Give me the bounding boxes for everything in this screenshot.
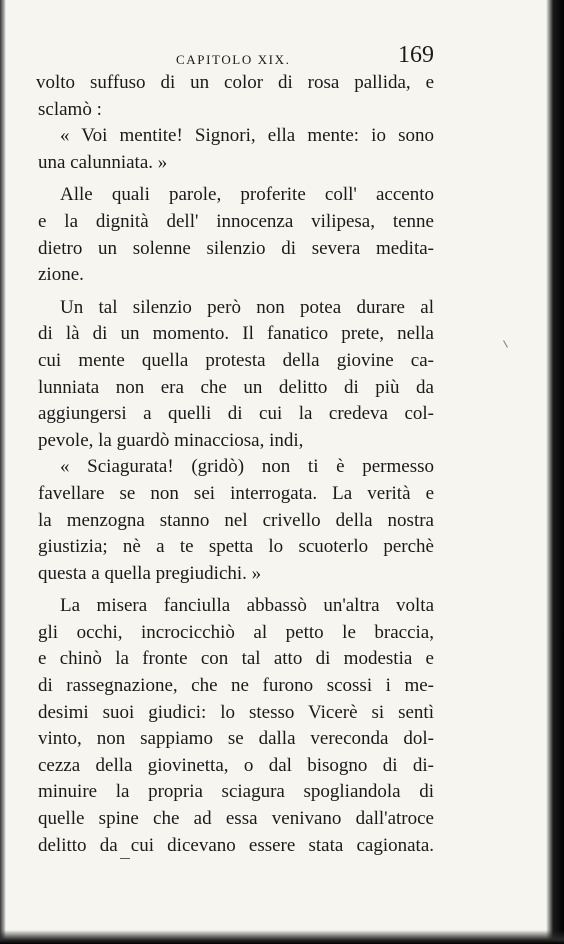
- text-line: aggiungersi a quelli di cui la credeva col-: [38, 403, 434, 425]
- chapter-title: CAPITOLO XIX.: [176, 52, 291, 67]
- text-line: di rassegnazione, che ne furono scossi i me-: [38, 675, 434, 697]
- text-line: una calunniata. »: [38, 151, 168, 173]
- body-text: [38, 70, 434, 859]
- text-line: favellare se non sei interrogata. La verità e: [38, 482, 434, 504]
- margin-mark: [503, 340, 508, 347]
- text-line: « Voi mentite! Signori, ella mente: io sono: [60, 125, 434, 147]
- margin-mark: [120, 858, 130, 859]
- scan-shadow-bottom: [0, 930, 564, 944]
- text-line: « Sciagurata! (gridò) non ti è permesso: [60, 456, 434, 478]
- text-line: lunniata non era che un delitto di più da: [38, 376, 434, 398]
- text-line: Alle quali parole, proferite coll' accento: [60, 184, 434, 206]
- text-line: vinto, non sappiamo se dalla vereconda dol-: [38, 728, 434, 750]
- text-line: delitto da cui dicevano essere stata cagionata.: [38, 834, 434, 856]
- text-line: dietro un solenne silenzio di severa medita-: [38, 237, 434, 259]
- text-line: gli occhi, incrocicchiò al petto le braccia,: [38, 621, 434, 643]
- text-line: giustizia; nè a te spetta lo scuoterlo perchè: [38, 536, 434, 558]
- page-number: 169: [398, 42, 434, 68]
- text-line: desimi suoi giudici: lo stesso Vicerè si sentì: [38, 701, 434, 723]
- text-line: e la dignità dell' innocenza vilipesa, tenne: [38, 210, 434, 232]
- text-line: cui mente quella protesta della giovine ca-: [38, 349, 434, 371]
- text-line: volto suffuso di un color di rosa pallida, e: [36, 72, 434, 93]
- scan-shadow-left: [0, 0, 6, 944]
- text-line: cezza della giovinetta, o dal bisogno di di-: [38, 754, 434, 776]
- text-line: questa a quella pregiudichi. »: [38, 562, 262, 584]
- text-line: zione.: [38, 264, 84, 286]
- text-line: La misera fanciulla abbassò un'altra volta: [60, 595, 434, 617]
- text-line: di là di un momento. Il fanatico prete, nella: [38, 323, 434, 345]
- text-line: pevole, la guardò minacciosa, indi,: [38, 429, 304, 451]
- text-line: la menzogna stanno nel crivello della nostra: [38, 509, 434, 531]
- text-line: minuire la propria sciagura spogliandola di: [38, 781, 434, 803]
- scan-shadow-right: [546, 0, 564, 944]
- text-line: Un tal silenzio però non potea durare al: [60, 296, 434, 318]
- text-line: e chinò la fronte con tal atto di modestia e: [38, 648, 434, 670]
- text-line: sclamò :: [38, 98, 102, 120]
- text-line: quelle spine che ad essa venivano dall'atroce: [38, 808, 434, 830]
